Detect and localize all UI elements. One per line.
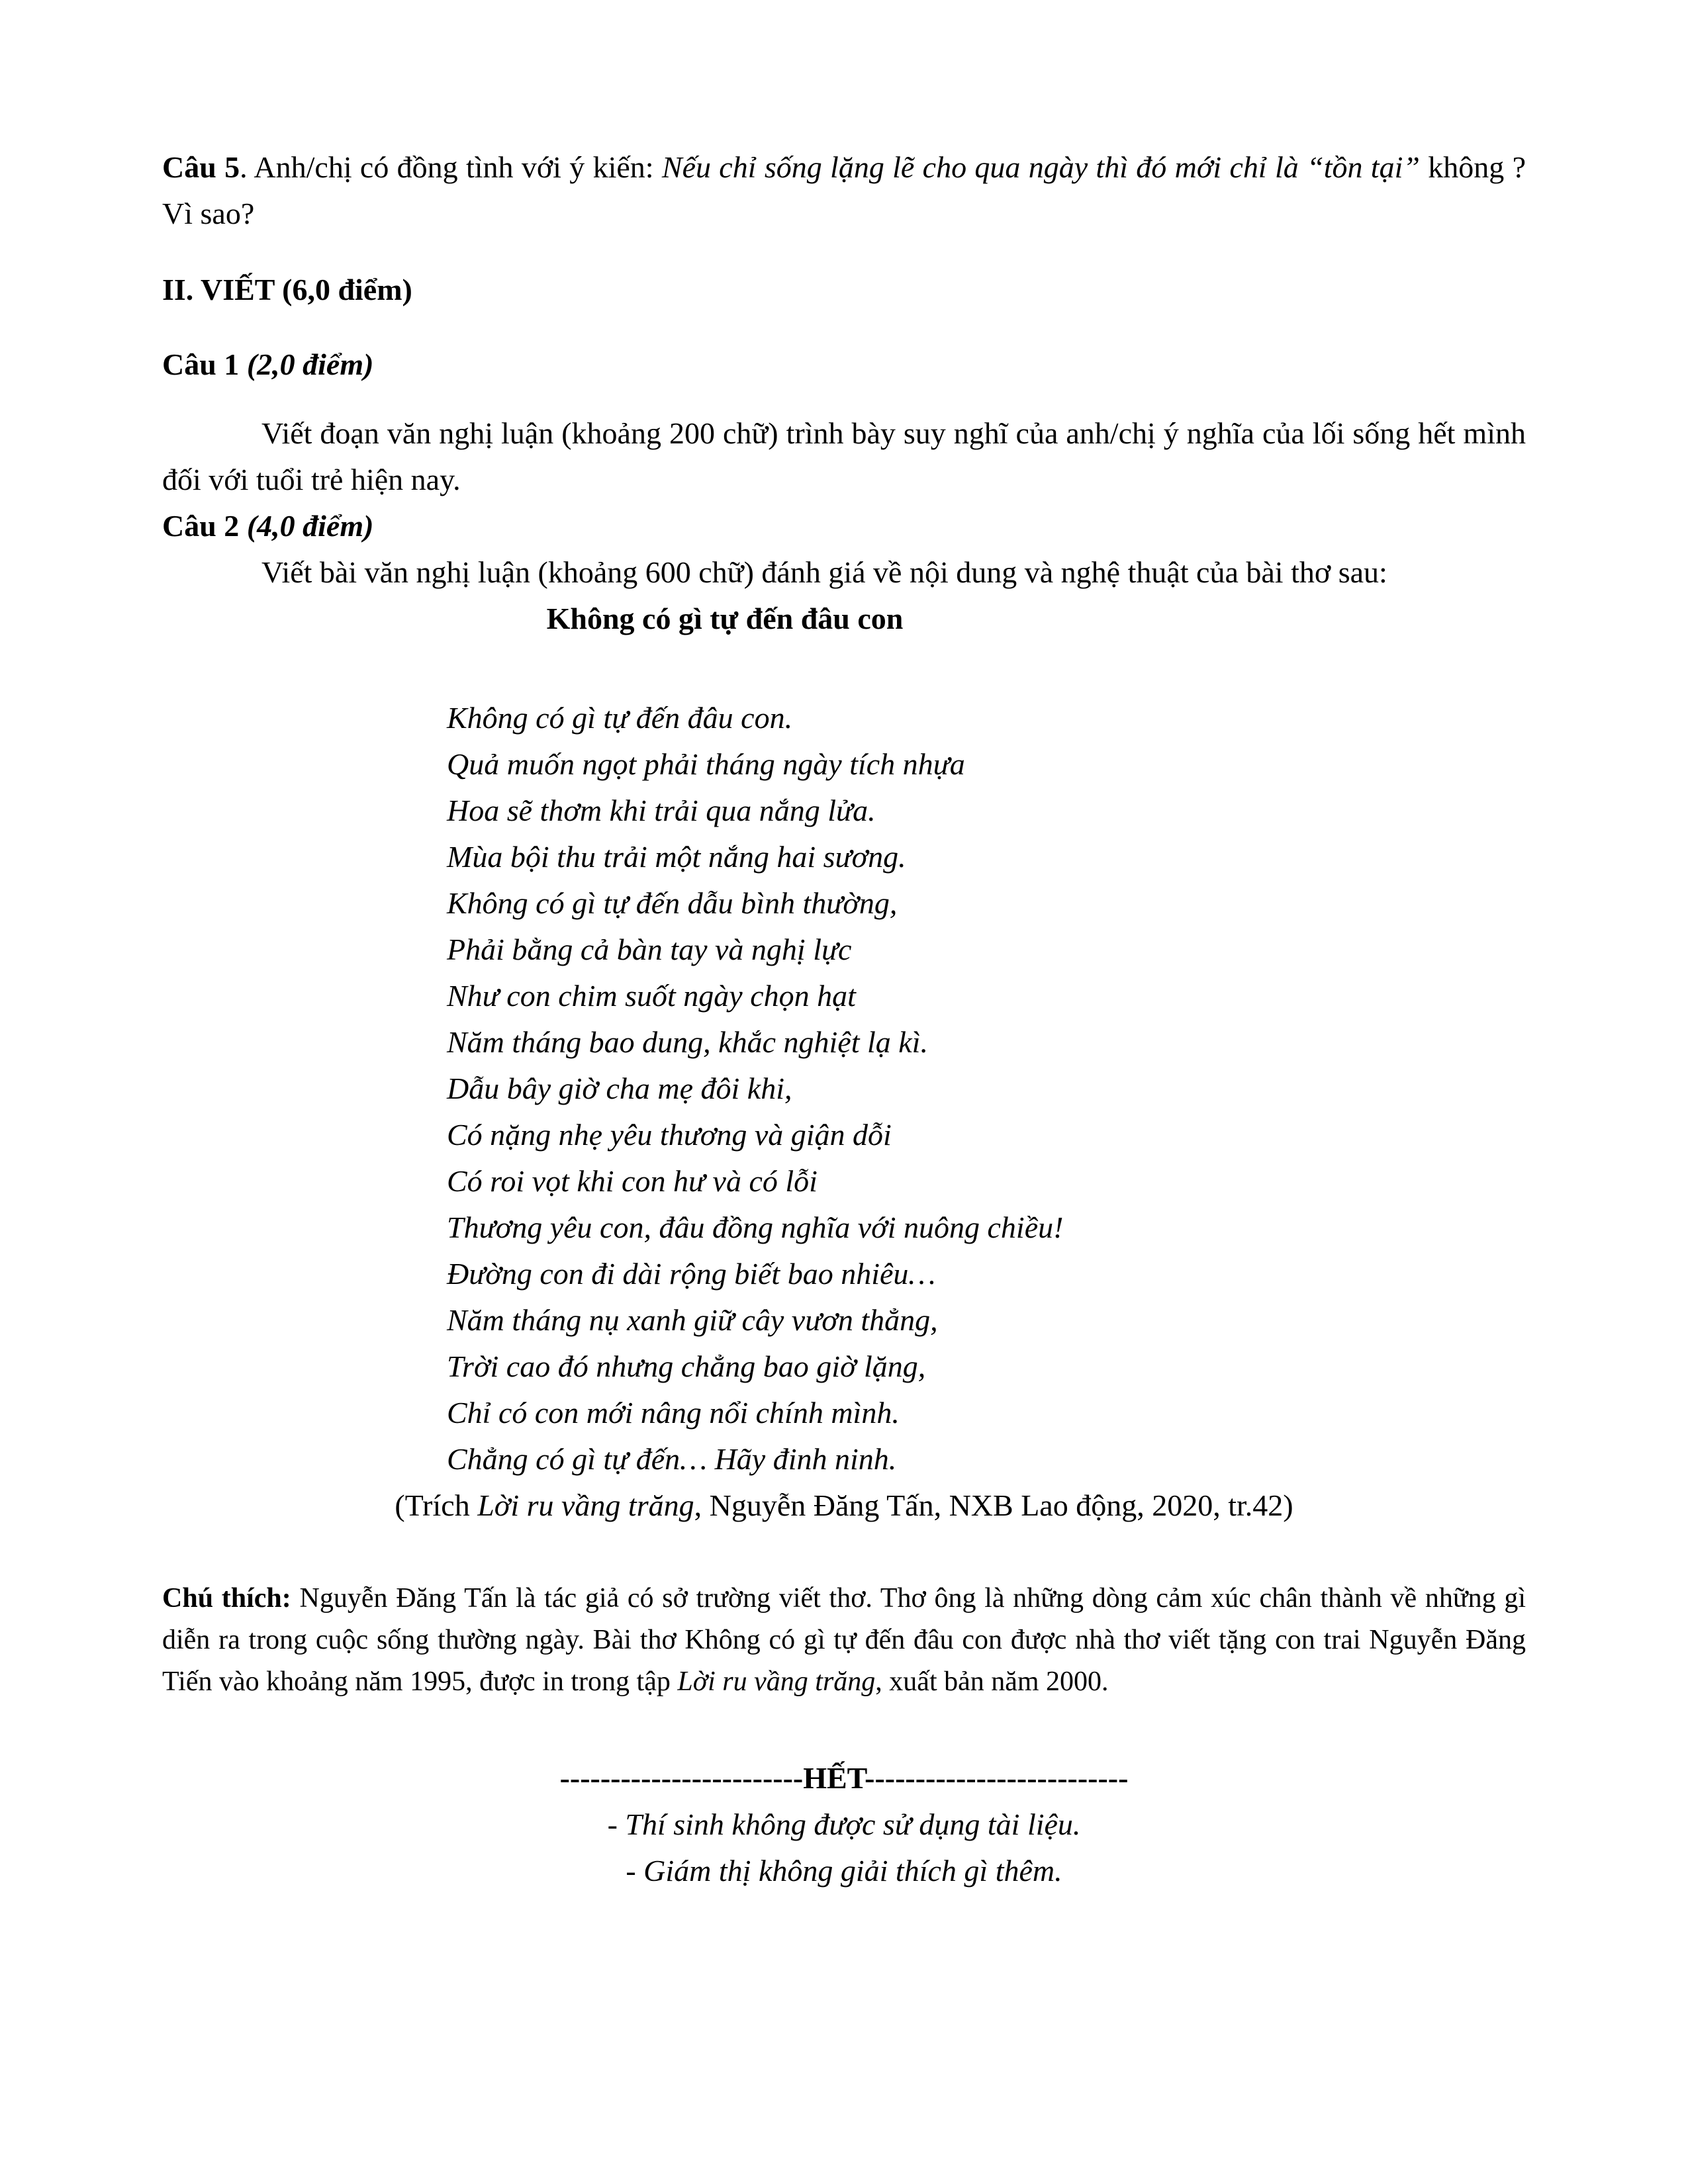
poem-line: Như con chim suốt ngày chọn hạt [447, 979, 856, 1013]
note-body-1: Nguyễn Đăng Tấn là tác giả có sở trường viết thơ. Thơ ông là những dòng cảm xúc chân thành về những gì diễn ra trong cuộc sống thường ngày. Bài thơ Không có gì tự đến đâu con được nhà thơ viết tặng con trai Nguyễn Đăng Tiến vào khoảng năm 1995, được in trong tập [162, 1583, 1526, 1697]
poem-line: Không có gì tự đến đâu con. [447, 701, 793, 735]
cau-1-heading [162, 341, 1526, 388]
question-5-quote: Nếu chỉ sống lặng lẽ cho qua ngày thì đó mới chỉ là “tồn tại” [661, 150, 1420, 184]
poem-line: Đường con đi dài rộng biết bao nhiêu… [447, 1257, 936, 1291]
poem-line: Phải bằng cả bàn tay và nghị lực [447, 933, 852, 966]
section-ii-heading: II. VIẾT (6,0 điểm) [162, 273, 412, 306]
cau-1-body: Viết đoạn văn nghị luận (khoảng 200 chữ) trình bày suy nghĩ của anh/chị ý nghĩa của lối sống hết mình đối với tuổi trẻ hiện nay. [162, 416, 1526, 496]
poem-line: Năm tháng bao dung, khắc nghiệt lạ kì. [447, 1025, 928, 1059]
poem-line: Hoa sẽ thơm khi trải qua nắng lửa. [447, 794, 876, 827]
poem-line: Chẳng có gì tự đến… Hãy đinh ninh. [447, 1442, 897, 1476]
footer-note-1: - Thí sinh không được sử dụng tài liệu. [607, 1807, 1081, 1841]
poem-line: Trời cao đó nhưng chẳng bao giờ lặng, [447, 1349, 926, 1383]
poem-line: Chỉ có con mới nâng nổi chính mình. [447, 1396, 900, 1430]
note-body-2: , xuất bản năm 2000. [875, 1666, 1109, 1697]
poem-body [447, 695, 1526, 1482]
question-5 [162, 144, 1526, 237]
poem-line: Dẫu bây giờ cha mẹ đôi khi, [447, 1071, 792, 1105]
cau-1-points: (2,0 điểm) [246, 347, 374, 381]
question-5-tail: không ? Vì sao? [162, 150, 1526, 230]
citation-tail: , Nguyễn Đăng Tấn, NXB Lao động, 2020, tr.42) [694, 1488, 1293, 1522]
note-label: Chú thích: [162, 1583, 291, 1614]
poem-line: Có roi vọt khi con hư và có lỗi [447, 1164, 818, 1198]
poem-line: Không có gì tự đến dẫu bình thường, [447, 886, 898, 920]
citation-lead: (Trích [395, 1488, 478, 1522]
poem-citation [162, 1482, 1526, 1529]
cau-2-body: Viết bài văn nghị luận (khoảng 600 chữ) đánh giá về nội dung và nghệ thuật của bài thơ sau: [261, 555, 1387, 589]
poem-line: Mùa bội thu trải một nắng hai sương. [447, 840, 906, 874]
cau-2-points: (4,0 điểm) [246, 509, 374, 543]
poem-line: Có nặng nhẹ yêu thương và giận dỗi [447, 1118, 892, 1152]
end-divider: ------------------------HẾT-------------------------- [559, 1761, 1129, 1795]
poem-line: Quả muốn ngọt phải tháng ngày tích nhựa [447, 747, 965, 781]
footer-note-2: - Giám thị không giải thích gì thêm. [626, 1854, 1062, 1888]
cau-1-label: Câu 1 [162, 347, 247, 381]
note-paragraph [162, 1578, 1526, 1703]
cau-2-label: Câu 2 [162, 509, 247, 543]
citation-book-title: Lời ru vầng trăng [477, 1488, 694, 1522]
poem-title: Không có gì tự đến đâu con [546, 602, 904, 635]
question-5-lead: . Anh/chị có đồng tình với ý kiến: [240, 150, 662, 184]
question-5-label: Câu 5 [162, 150, 240, 184]
cau-2-heading [162, 503, 1526, 549]
poem-line: Thương yêu con, đâu đồng nghĩa với nuông chiều! [447, 1210, 1064, 1244]
note-book-title: Lời ru vầng trăng [677, 1666, 876, 1697]
poem-line: Năm tháng nụ xanh giữ cây vươn thẳng, [447, 1303, 938, 1337]
